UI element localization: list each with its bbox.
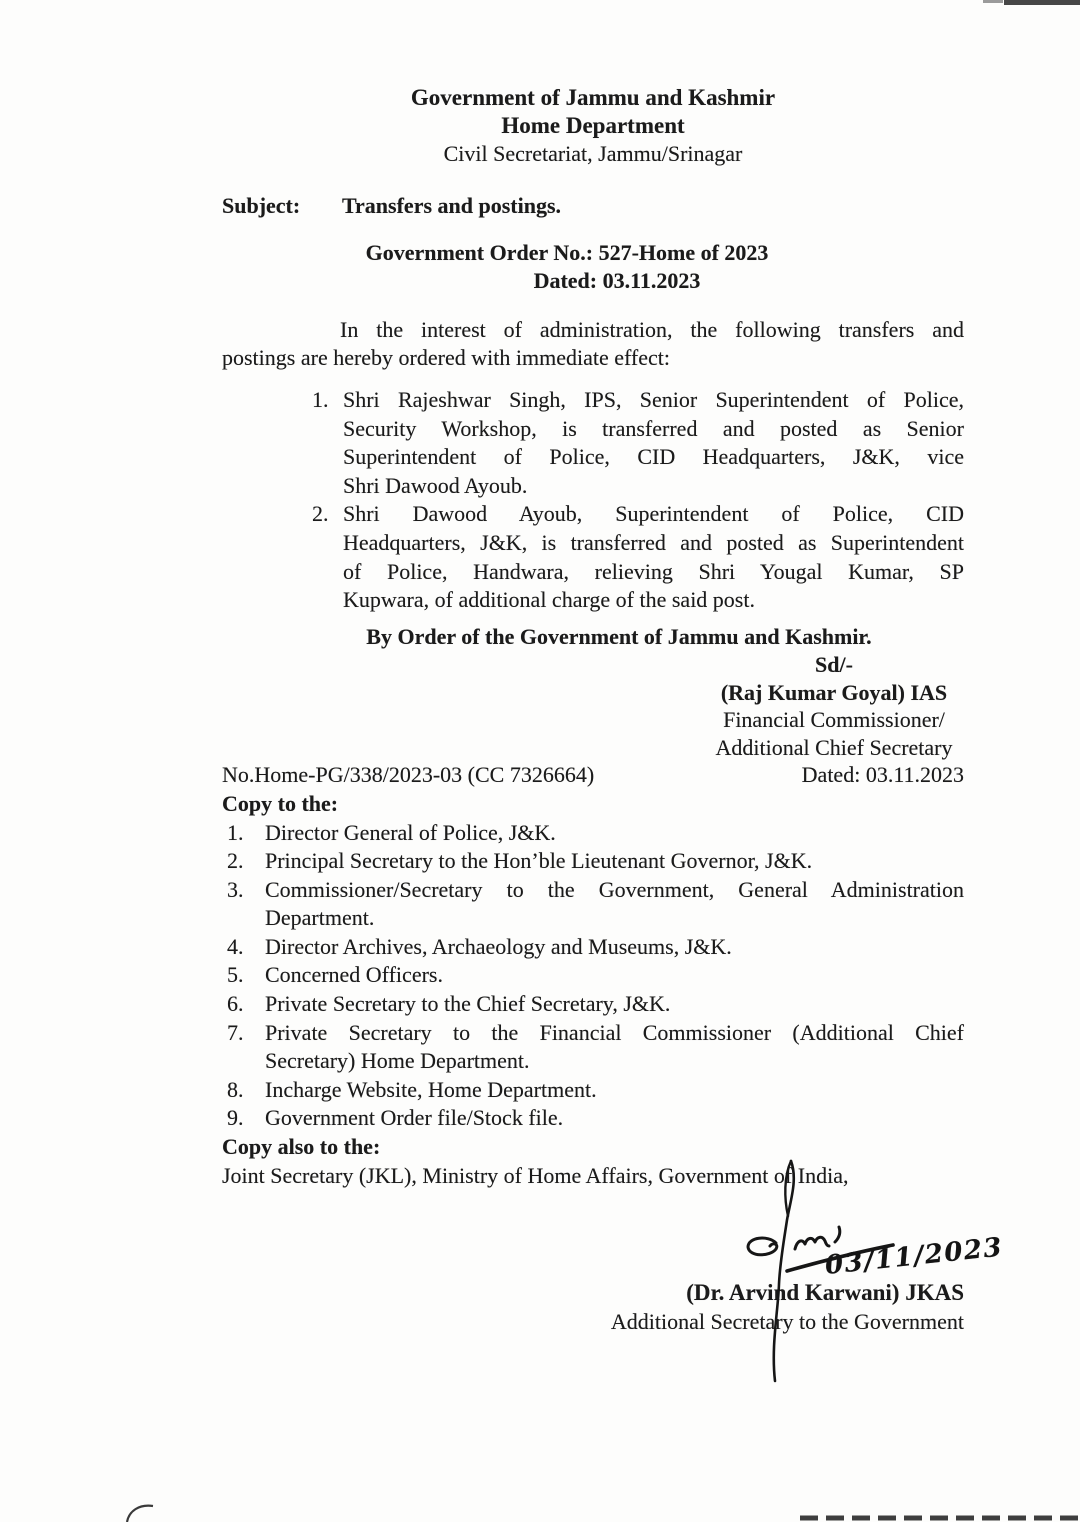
by-order-line: By Order of the Government of Jammu and Kashmir. (366, 623, 872, 649)
copy-item-1-text: Director General of Police, J&K. (265, 819, 556, 845)
copy-item-5-number: 5. (227, 962, 244, 988)
reference-number: No.Home-PG/338/2023-03 (CC 7326664) (222, 762, 595, 788)
copy-item-3-line-1: Commissioner/Secretary to the Government, General Administration (265, 876, 964, 902)
transfer-item-1-text (343, 386, 964, 500)
copy-item-6 (222, 990, 964, 1019)
countersign-block (222, 1279, 964, 1336)
secretariat-line: Civil Secretariat, Jammu/Srinagar (443, 141, 743, 166)
copy-item-7-line-2: Secretary) Home Department. (265, 1048, 530, 1074)
transfer-item-2-text (343, 500, 964, 614)
copy-item-9-number: 9. (227, 1105, 244, 1131)
transfer-item-2-line-1: Shri Dawood Ayoub, Superintendent of Police, CID (343, 501, 964, 527)
copy-item-4-number: 4. (227, 933, 244, 959)
transfer-item-1-line-1: Shri Rajeshwar Singh, IPS, Senior Superintendent of Police, (343, 386, 964, 412)
copy-item-7 (222, 1019, 964, 1076)
transfer-item-1 (312, 386, 964, 500)
sd-line: Sd/- (815, 652, 853, 678)
countersign-title: Additional Secretary to the Government (610, 1308, 964, 1334)
handwritten-date: 03/11/2023 (823, 1232, 1005, 1281)
copy-item-5 (222, 961, 964, 990)
copy-item-2 (222, 847, 964, 876)
transfer-item-2-line-3: of Police, Handwara, relieving Shri Yougal Kumar, SP (343, 558, 964, 584)
copy-item-1-number: 1. (227, 819, 244, 845)
transfer-item-2 (312, 500, 964, 614)
copy-item-4 (222, 933, 964, 962)
copy-item-5-text: Concerned Officers. (265, 962, 443, 988)
order-date-line: Dated: 03.11.2023 (533, 268, 701, 294)
copy-item-1 (222, 819, 964, 848)
copy-item-9 (222, 1104, 964, 1133)
copy-item-4-text: Director Archives, Archaeology and Museums, J&K. (265, 933, 732, 959)
document-header (222, 84, 964, 168)
copy-item-3 (222, 876, 964, 933)
signatory-block (704, 651, 964, 761)
copy-also-text: Joint Secretary (JKL), Ministry of Home Affairs, Government of India, (222, 1162, 849, 1188)
copy-item-8-text: Incharge Website, Home Department. (265, 1076, 597, 1102)
copy-item-3-text (265, 876, 964, 933)
copy-item-7-line-1: Private Secretary to the Financial Commissioner (Additional Chief (265, 1019, 964, 1045)
transfer-item-2-line-4: Kupwara, of additional charge of the said post. (343, 587, 755, 613)
transfer-orders-list (312, 386, 964, 615)
countersign-name: (Dr. Arvind Karwani) JKAS (686, 1280, 964, 1306)
dept-title: Home Department (501, 113, 685, 138)
copy-item-6-text: Private Secretary to the Chief Secretary, J&K. (265, 991, 671, 1017)
copy-item-9-text: Government Order file/Stock file. (265, 1105, 564, 1131)
copy-also-heading: Copy also to the: (222, 1134, 381, 1160)
copy-item-3-line-2: Department. (265, 905, 375, 931)
intro-paragraph (222, 316, 964, 373)
copy-to-list (222, 819, 964, 1134)
scan-artifact-bottom-left-arc (127, 1506, 153, 1522)
transfer-item-1-line-2: Security Workshop, is transferred and posted as Senior (343, 415, 964, 441)
signatory-title-1: Financial Commissioner/ (723, 707, 945, 733)
copy-item-3-number: 3. (227, 876, 244, 902)
order-number-block (222, 239, 964, 296)
copy-item-6-number: 6. (227, 991, 244, 1017)
copy-to-heading: Copy to the: (222, 790, 339, 816)
transfer-item-1-number: 1. (312, 386, 329, 412)
transfer-item-1-line-3: Superintendent of Police, CID Headquarters, J&K, vice (343, 444, 964, 470)
transfer-item-2-line-2: Headquarters, J&K, is transferred and posted as Superintendent (343, 529, 964, 555)
intro-line-1: In the interest of administration, the following transfers and (340, 316, 964, 342)
intro-line-2: postings are hereby ordered with immediate effect: (222, 345, 670, 371)
transfer-item-1-line-4: Shri Dawood Ayoub. (343, 472, 528, 498)
copy-item-2-text: Principal Secretary to the Hon’ble Lieutenant Governor, J&K. (265, 848, 813, 874)
order-number-line: Government Order No.: 527-Home of 2023 (365, 239, 769, 265)
copy-item-8 (222, 1076, 964, 1105)
reference-date: Dated: 03.11.2023 (801, 762, 964, 788)
copy-item-2-number: 2. (227, 848, 244, 874)
copy-item-8-number: 8. (227, 1076, 244, 1102)
subject-text: Transfers and postings. (342, 193, 562, 218)
transfer-item-2-number: 2. (312, 501, 329, 527)
signatory-name: (Raj Kumar Goyal) IAS (720, 679, 948, 705)
org-title: Government of Jammu and Kashmir (410, 85, 776, 110)
copy-item-7-number: 7. (227, 1019, 244, 1045)
copy-item-7-text (265, 1019, 964, 1076)
reference-row (222, 761, 964, 790)
subject-label: Subject: (222, 193, 301, 218)
subject-row (222, 192, 964, 221)
signatory-title-2: Additional Chief Secretary (715, 734, 953, 760)
